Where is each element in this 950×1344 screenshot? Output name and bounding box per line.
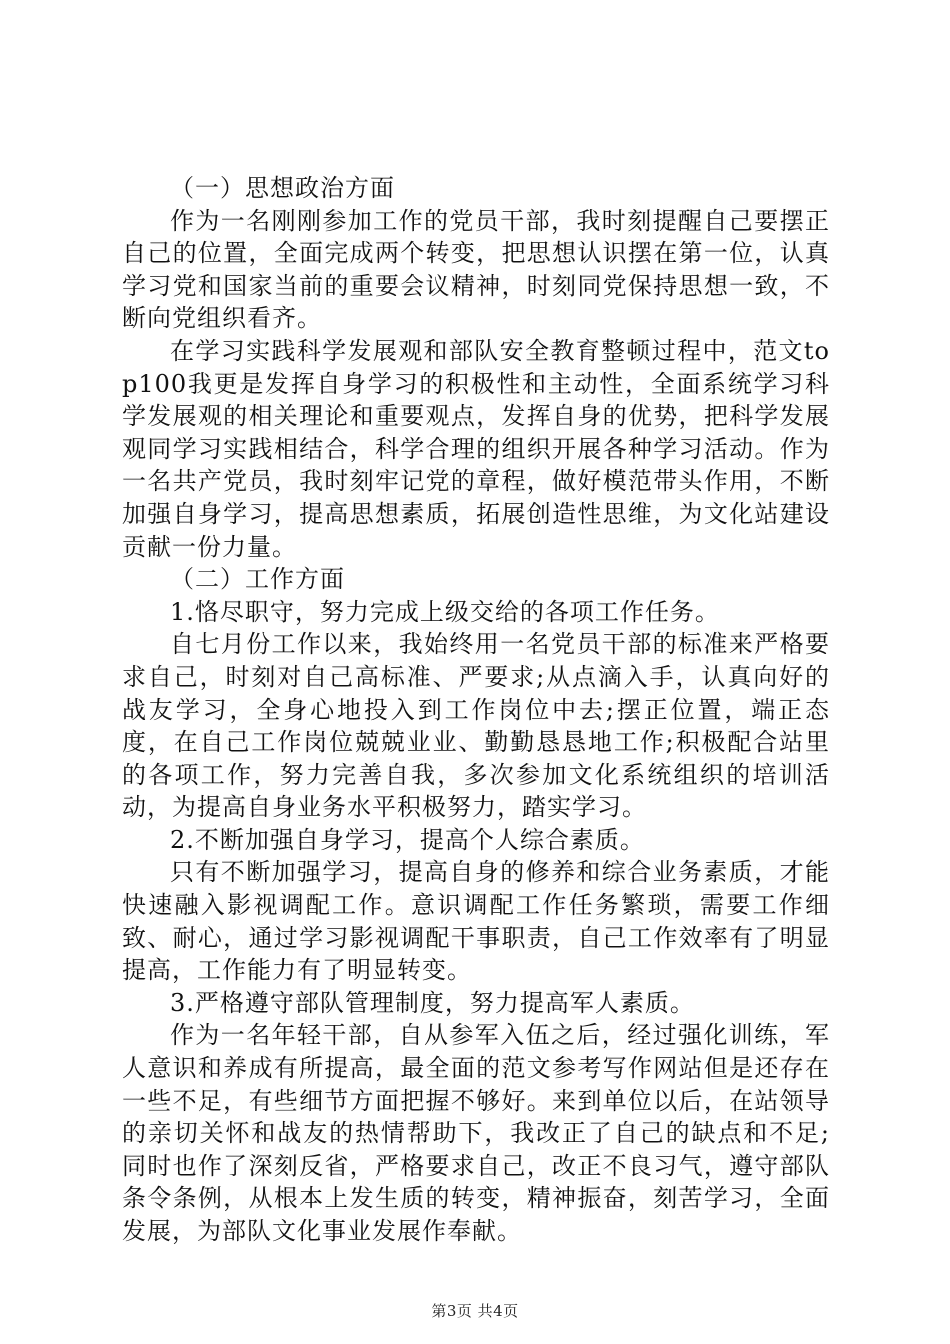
subheading-item-3: 3.严格遵守部队管理制度，努力提高军人素质。	[170, 988, 695, 1017]
paragraph: 自七月份工作以来，我始终用一名党员干部的标准来严格要求自己，时刻对自己高标准、严要求;从点滴入手，认真向好的战友学习，全身心地投入到工作岗位中去;摆正位置，端正态度，在自己工作岗位兢兢业业、勤勤恳恳地工作;积极配合站里的各项工作，努力完善自我，多次参加文化系统组织的培训活动，为提高自身业务水平积极努力，踏实学习。	[122, 630, 830, 822]
section-heading-ideology: （一）思想政治方面	[170, 174, 395, 202]
document-body	[122, 172, 830, 1248]
paragraph: 在学习实践科学发展观和部队安全教育整顿过程中，范文top100我更是发挥自身学习的积极性和主动性，全面系统学习科学发展观的相关理论和重要观点，发挥自身的优势，把科学发展观同学习实践相结合，科学合理的组织开展各种学习活动。作为一名共产党员，我时刻牢记党的章程，做好模范带头作用，不断加强自身学习，提高思想素质，拓展创造性思维，为文化站建设贡献一份力量。	[122, 336, 830, 561]
paragraph: 作为一名年轻干部，自从参军入伍之后，经过强化训练，军人意识和养成有所提高，最全面的范文参考写作网站但是还存在一些不足，有些细节方面把握不够好。来到单位以后，在站领导的亲切关怀和战友的热情帮助下，我改正了自己的缺点和不足;同时也作了深刻反省，严格要求自己，改正不良习气，遵守部队条令条例，从根本上发生质的转变，精神振奋，刻苦学习，全面发展，为部队文化事业发展作奉献。	[122, 1021, 830, 1245]
section-heading-work: （二）工作方面	[170, 565, 345, 594]
subheading-item-2: 2.不断加强自身学习，提高个人综合素质。	[170, 825, 645, 854]
paragraph: 作为一名刚刚参加工作的党员干部，我时刻提醒自己要摆正自己的位置，全面完成两个转变，把思想认识摆在第一位，认真学习党和国家当前的重要会议精神，时刻同党保持思想一致，不断向党组织看齐。	[122, 206, 830, 333]
page-footer: 第3页 共4页	[431, 1302, 519, 1320]
paragraph: 只有不断加强学习，提高自身的修养和综合业务素质，才能快速融入影视调配工作。意识调配工作任务繁琐，需要工作细致、耐心，通过学习影视调配干事职责，自己工作效率有了明显提高，工作能力有了明显转变。	[122, 858, 830, 985]
subheading-item-1: 1.恪尽职守，努力完成上级交给的各项工作任务。	[170, 597, 720, 626]
